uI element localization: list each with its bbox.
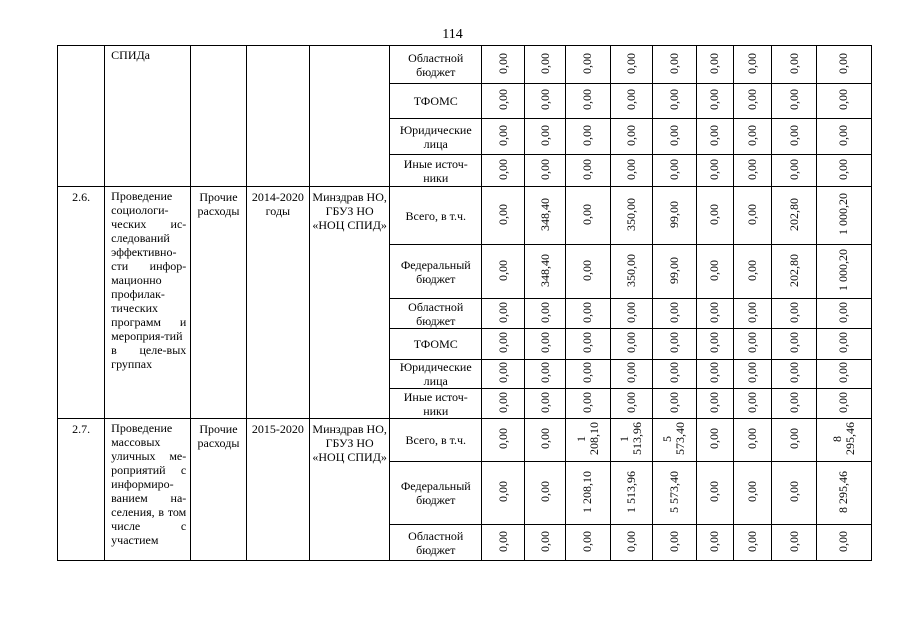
amount-cell (482, 84, 525, 119)
amount-cell (652, 46, 696, 84)
amount-value: 0,00 (495, 391, 510, 413)
amount-value: 0,00 (707, 203, 722, 225)
amount-value: 0,00 (707, 391, 722, 413)
amount-value: 0,00 (666, 530, 681, 552)
amount-cell (816, 299, 871, 329)
amount-value: 0,00 (836, 158, 851, 180)
amount-cell (525, 155, 566, 187)
amount-cell (566, 329, 610, 360)
amount-cell (816, 155, 871, 187)
amount-cell (733, 187, 772, 245)
amount-value: 348,40 (537, 197, 552, 231)
amount-value: 0,00 (666, 332, 681, 353)
amount-value: 0,00 (580, 332, 595, 353)
amount-value: 0,00 (495, 428, 510, 449)
amount-cell (733, 299, 772, 329)
amount-cell (772, 389, 816, 419)
amount-cell (696, 84, 733, 119)
amount-cell (566, 245, 610, 299)
amount-cell (696, 329, 733, 360)
funding-source: Федеральный бюджет (390, 245, 482, 299)
amount-cell (733, 155, 772, 187)
amount-value: 0,00 (786, 391, 801, 413)
amount-value: 0,00 (836, 124, 851, 146)
period: 2014-2020 годы (246, 187, 310, 419)
executor (310, 46, 390, 187)
amount-value: 0,00 (836, 52, 851, 74)
amount-value: 0,00 (495, 158, 510, 180)
amount-value: 0,00 (707, 481, 722, 502)
amount-value: 99,00 (666, 256, 681, 284)
amount-value: 0,00 (786, 332, 801, 353)
amount-cell (525, 119, 566, 155)
amount-cell (610, 389, 652, 419)
amount-cell (652, 525, 696, 561)
funding-source: ТФОМС (390, 84, 482, 119)
amount-value: 5 573,40 (660, 422, 688, 455)
amount-value: 1 513,96 (617, 422, 645, 455)
activity-name: СПИДа (105, 46, 191, 187)
amount-cell (525, 525, 566, 561)
amount-cell (816, 419, 871, 462)
amount-value: 0,00 (580, 52, 595, 74)
amount-value: 0,00 (537, 530, 552, 552)
amount-cell (525, 245, 566, 299)
amount-cell (610, 46, 652, 84)
amount-value: 0,00 (786, 124, 801, 146)
amount-value: 0,00 (786, 89, 801, 110)
amount-cell (610, 462, 652, 525)
amount-value: 0,00 (666, 124, 681, 146)
amount-cell (610, 119, 652, 155)
amount-value: 0,00 (707, 362, 722, 383)
amount-cell (610, 360, 652, 389)
amount-value: 0,00 (537, 362, 552, 383)
amount-value: 0,00 (666, 362, 681, 383)
amount-cell (652, 155, 696, 187)
amount-cell (816, 525, 871, 561)
amount-value: 0,00 (745, 301, 759, 323)
amount-value: 0,00 (786, 428, 801, 449)
amount-cell (610, 525, 652, 561)
amount-value: 0,00 (745, 332, 759, 353)
amount-value: 0,00 (623, 52, 638, 74)
amount-value: 8 295,46 (829, 422, 857, 455)
amount-value: 0,00 (623, 301, 638, 323)
amount-value: 0,00 (580, 158, 595, 180)
amount-cell (525, 360, 566, 389)
page-number: 114 (442, 27, 463, 42)
amount-value: 0,00 (707, 332, 722, 353)
amount-cell (566, 360, 610, 389)
amount-value: 0,00 (623, 124, 638, 146)
amount-cell (816, 46, 871, 84)
amount-value: 0,00 (495, 481, 510, 502)
amount-cell (772, 245, 816, 299)
amount-cell (482, 360, 525, 389)
amount-value: 0,00 (745, 530, 759, 552)
amount-cell (696, 46, 733, 84)
funding-source: ТФОМС (390, 329, 482, 360)
amount-cell (482, 419, 525, 462)
amount-value: 0,00 (786, 52, 801, 74)
amount-value: 0,00 (745, 259, 759, 281)
amount-value: 0,00 (537, 428, 552, 449)
amount-cell (772, 84, 816, 119)
funding-source: Иные источ-ники (390, 155, 482, 187)
amount-cell (696, 245, 733, 299)
amount-cell (566, 462, 610, 525)
table-row (58, 46, 872, 84)
amount-cell (566, 84, 610, 119)
amount-value: 0,00 (745, 203, 759, 225)
amount-value: 0,00 (537, 391, 552, 413)
amount-cell (696, 360, 733, 389)
amount-value: 0,00 (537, 158, 552, 180)
amount-cell (733, 525, 772, 561)
funding-source: Юридические лица (390, 119, 482, 155)
amount-cell (652, 462, 696, 525)
amount-value: 1 000,20 (836, 249, 851, 291)
amount-value: 0,00 (623, 89, 638, 110)
funding-source: Федеральный бюджет (390, 462, 482, 525)
amount-cell (610, 245, 652, 299)
amount-value: 0,00 (537, 52, 552, 74)
amount-value: 0,00 (580, 89, 595, 110)
amount-cell (566, 155, 610, 187)
amount-value: 0,00 (666, 158, 681, 180)
amount-cell (696, 389, 733, 419)
amount-cell (610, 84, 652, 119)
amount-value: 5 573,40 (666, 470, 681, 513)
amount-value: 0,00 (666, 89, 681, 110)
amount-cell (482, 329, 525, 360)
amount-cell (772, 299, 816, 329)
amount-cell (482, 299, 525, 329)
amount-cell (652, 360, 696, 389)
amount-value: 0,00 (836, 391, 851, 413)
amount-value: 0,00 (745, 89, 759, 110)
amount-cell (816, 245, 871, 299)
amount-value: 0,00 (580, 362, 595, 383)
amount-value: 0,00 (745, 362, 759, 383)
funding-source: Иные источ-ники (390, 389, 482, 419)
amount-cell (733, 119, 772, 155)
expense-type (191, 46, 246, 187)
amount-value: 1 208,10 (580, 470, 595, 513)
amount-value: 0,00 (495, 530, 510, 552)
amount-cell (652, 389, 696, 419)
amount-value: 0,00 (580, 530, 595, 552)
amount-value: 0,00 (537, 124, 552, 146)
amount-value: 0,00 (836, 362, 851, 383)
amount-value: 0,00 (537, 332, 552, 353)
amount-value: 0,00 (495, 52, 510, 74)
amount-cell (610, 155, 652, 187)
amount-value: 0,00 (745, 52, 759, 74)
amount-value: 0,00 (623, 530, 638, 552)
amount-cell (733, 360, 772, 389)
amount-cell (816, 389, 871, 419)
amount-cell (610, 187, 652, 245)
amount-value: 0,00 (745, 481, 759, 502)
amount-value: 0,00 (707, 428, 722, 449)
funding-source: Юридические лица (390, 360, 482, 389)
amount-cell (525, 462, 566, 525)
amount-cell (696, 299, 733, 329)
amount-cell (772, 155, 816, 187)
amount-cell (816, 187, 871, 245)
amount-cell (566, 46, 610, 84)
amount-cell (772, 462, 816, 525)
executor: Минздрав НО, ГБУЗ НО «НОЦ СПИД» (310, 419, 390, 561)
amount-cell (482, 46, 525, 84)
amount-value: 350,00 (623, 253, 638, 287)
amount-cell (482, 119, 525, 155)
amount-value: 0,00 (495, 259, 510, 281)
amount-cell (816, 462, 871, 525)
funding-source: Всего, в т.ч. (390, 419, 482, 462)
amount-cell (652, 119, 696, 155)
amount-cell (566, 525, 610, 561)
amount-cell (525, 329, 566, 360)
amount-value: 0,00 (623, 362, 638, 383)
amount-cell (696, 419, 733, 462)
amount-cell (566, 419, 610, 462)
amount-value: 348,40 (537, 253, 552, 287)
amount-value: 0,00 (580, 259, 595, 281)
amount-value: 1 208,10 (573, 422, 601, 455)
amount-cell (525, 389, 566, 419)
period (246, 46, 310, 187)
amount-cell (652, 299, 696, 329)
amount-value: 0,00 (707, 259, 722, 281)
amount-cell (652, 419, 696, 462)
amount-cell (525, 84, 566, 119)
activity-name: Проведение массовых уличных ме-роприятий с информиро-ванием на-селения, в том числе с участием (105, 419, 191, 561)
amount-cell (696, 525, 733, 561)
amount-cell (696, 462, 733, 525)
amount-cell (772, 119, 816, 155)
budget-table (57, 45, 872, 561)
amount-cell (733, 462, 772, 525)
amount-cell (772, 329, 816, 360)
amount-value: 0,00 (495, 124, 510, 146)
amount-cell (772, 46, 816, 84)
amount-value: 0,00 (666, 391, 681, 413)
amount-value: 0,00 (537, 89, 552, 110)
amount-cell (652, 245, 696, 299)
amount-cell (696, 187, 733, 245)
amount-cell (816, 84, 871, 119)
amount-value: 0,00 (495, 89, 510, 110)
amount-cell (696, 119, 733, 155)
amount-value: 350,00 (623, 197, 638, 231)
item-number: 2.6. (58, 187, 105, 419)
amount-cell (566, 187, 610, 245)
amount-cell (733, 389, 772, 419)
amount-value: 0,00 (666, 301, 681, 323)
amount-value: 0,00 (836, 89, 851, 110)
amount-value: 0,00 (580, 391, 595, 413)
executor: Минздрав НО, ГБУЗ НО «НОЦ СПИД» (310, 187, 390, 419)
amount-cell (482, 389, 525, 419)
amount-value: 0,00 (786, 481, 801, 502)
amount-value: 0,00 (745, 428, 759, 449)
amount-cell (610, 329, 652, 360)
table-row (58, 187, 872, 245)
item-number (58, 46, 105, 187)
amount-value: 99,00 (666, 200, 681, 228)
amount-cell (733, 329, 772, 360)
amount-value: 0,00 (495, 332, 510, 353)
amount-cell (733, 84, 772, 119)
amount-value: 0,00 (707, 52, 722, 74)
amount-value: 0,00 (745, 158, 759, 180)
amount-cell (610, 299, 652, 329)
expense-type: Прочие расходы (191, 187, 246, 419)
funding-source: Областной бюджет (390, 299, 482, 329)
amount-cell (816, 119, 871, 155)
item-number: 2.7. (58, 419, 105, 561)
amount-cell (525, 419, 566, 462)
activity-name: Проведение социологи-ческих ис-следований эффективно-сти инфор-мационно профилак-тических программ и мероприя-тий в целе-вых группах (105, 187, 191, 419)
amount-value: 0,00 (786, 158, 801, 180)
amount-value: 0,00 (580, 124, 595, 146)
amount-value: 0,00 (580, 203, 595, 225)
amount-value: 0,00 (707, 158, 722, 180)
amount-value: 0,00 (707, 301, 722, 323)
amount-cell (566, 299, 610, 329)
amount-cell (652, 84, 696, 119)
amount-cell (733, 46, 772, 84)
amount-cell (696, 155, 733, 187)
amount-cell (525, 46, 566, 84)
amount-cell (482, 245, 525, 299)
amount-cell (566, 389, 610, 419)
amount-value: 0,00 (707, 530, 722, 552)
amount-cell (772, 525, 816, 561)
period: 2015-2020 (246, 419, 310, 561)
amount-value: 0,00 (495, 362, 510, 383)
funding-source: Областной бюджет (390, 525, 482, 561)
amount-cell (816, 329, 871, 360)
amount-value: 202,80 (786, 253, 801, 287)
amount-value: 0,00 (836, 332, 851, 353)
amount-cell (772, 360, 816, 389)
amount-value: 0,00 (495, 301, 510, 323)
table-row (58, 419, 872, 462)
amount-cell (772, 187, 816, 245)
amount-cell (482, 155, 525, 187)
amount-cell (482, 187, 525, 245)
amount-cell (525, 299, 566, 329)
expense-type: Прочие расходы (191, 419, 246, 561)
amount-value: 0,00 (836, 301, 851, 323)
amount-value: 0,00 (745, 391, 759, 413)
amount-value: 0,00 (786, 530, 801, 552)
amount-value: 0,00 (580, 301, 595, 323)
amount-value: 202,80 (786, 197, 801, 231)
amount-value: 1 513,96 (623, 470, 638, 513)
amount-cell (733, 245, 772, 299)
funding-source: Всего, в т.ч. (390, 187, 482, 245)
amount-value: 0,00 (623, 158, 638, 180)
amount-value: 0,00 (623, 391, 638, 413)
amount-value: 0,00 (707, 124, 722, 146)
amount-value: 1 000,20 (836, 193, 851, 235)
funding-source: Областной бюджет (390, 46, 482, 84)
amount-value: 0,00 (537, 481, 552, 502)
amount-cell (733, 419, 772, 462)
amount-cell (610, 419, 652, 462)
amount-cell (816, 360, 871, 389)
amount-value: 0,00 (836, 530, 851, 552)
amount-value: 0,00 (666, 52, 681, 74)
amount-cell (652, 187, 696, 245)
amount-value: 0,00 (495, 203, 510, 225)
amount-cell (482, 462, 525, 525)
amount-value: 0,00 (623, 332, 638, 353)
amount-value: 0,00 (745, 124, 759, 146)
amount-cell (652, 329, 696, 360)
amount-value: 8 295,46 (836, 470, 851, 513)
amount-value: 0,00 (707, 89, 722, 110)
amount-value: 0,00 (537, 301, 552, 323)
amount-value: 0,00 (786, 362, 801, 383)
amount-cell (566, 119, 610, 155)
amount-cell (772, 419, 816, 462)
amount-cell (482, 525, 525, 561)
amount-cell (525, 187, 566, 245)
amount-value: 0,00 (786, 301, 801, 323)
